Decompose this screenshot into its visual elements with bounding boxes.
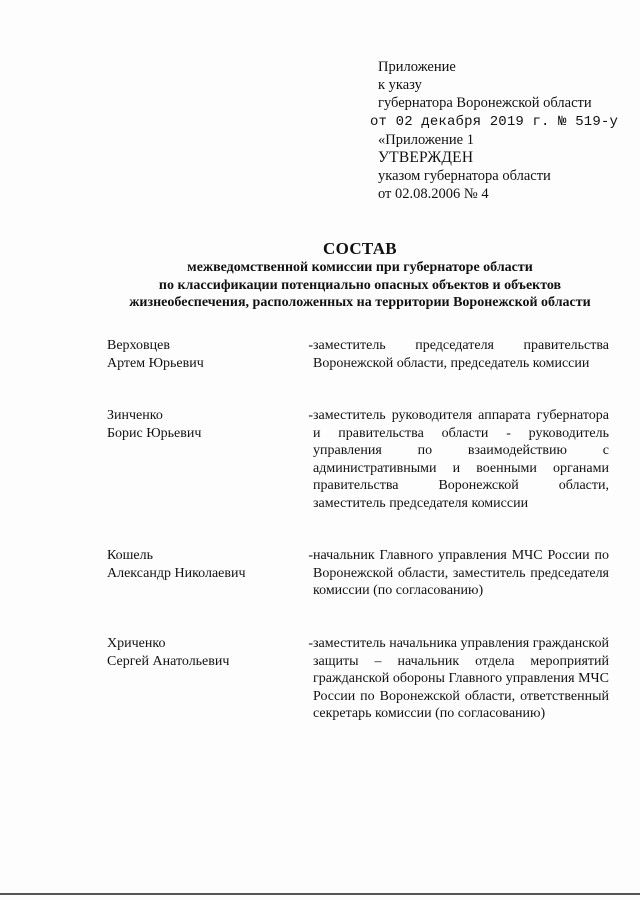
member-dash: - [308,636,313,651]
member-surname: Кошель [107,548,154,563]
member-entry [107,547,609,635]
member-role-wrap [313,635,609,745]
member-role-wrap [313,547,609,635]
member-entry [107,635,609,745]
member-dash: - [308,338,313,353]
title-subline: жизнеобеспечения, расположенных на территории Воронежской области [129,295,591,310]
title-subline: по классификации потенциально опасных объектов и объектов [158,277,562,293]
appendix-line: «Приложение 1 [378,131,474,148]
member-given-names: Сергей Анатольевич [107,653,230,669]
member-name [107,337,287,407]
page-bottom-rule [0,893,640,895]
member-given-names: Борис Юрьевич [107,425,202,441]
appendix-line: Приложение [378,59,456,75]
member-surname: Хриченко [107,636,166,651]
document-title [100,238,620,312]
member-name [107,407,287,547]
appendix-line: губернатора Воронежской области [378,95,592,112]
member-surname: Зинченко [107,408,163,423]
member-entry [107,337,609,407]
appendix-line: к указу [378,77,422,94]
appendix-line: указом губернатора области [378,168,551,185]
member-dash: - [308,548,313,563]
decree-date-number: от 02 декабря 2019 г. № 519-у [370,113,618,130]
members-list [107,337,609,745]
member-role: заместитель председателя правительства Воронежской области, председатель комиссии [313,338,609,371]
member-role: заместитель руководителя аппарата губернатора и правительства области - руководитель управления по взаимодействию с административными и военными органами правительства Воронежской области, заместитель председателя комиссии [313,408,609,511]
approved-label: УТВЕРЖДЕН [378,149,474,167]
member-name [107,547,287,635]
member-role: заместитель начальника управления гражданской защиты – начальник отдела мероприятий гражданской обороны Главного управления МЧС России по Воронежской области, ответственный секретарь комиссии (по согласованию) [313,636,609,722]
member-role-wrap [313,337,609,407]
member-dash: - [308,408,313,423]
title-main: СОСТАВ [323,239,397,258]
member-role: начальник Главного управления МЧС России по Воронежской области, заместитель председателя комиссии (по согласованию) [313,548,609,599]
title-subline: межведомственной комиссии при губернаторе области [187,260,533,275]
member-given-names: Александр Николаевич [107,565,246,581]
member-name [107,635,287,745]
member-surname: Верховцев [107,338,170,353]
appendix-header [370,58,628,204]
member-given-names: Артем Юрьевич [107,355,204,371]
appendix-line: от 02.08.2006 № 4 [378,186,489,203]
member-role-wrap [313,407,609,547]
member-entry [107,407,609,547]
